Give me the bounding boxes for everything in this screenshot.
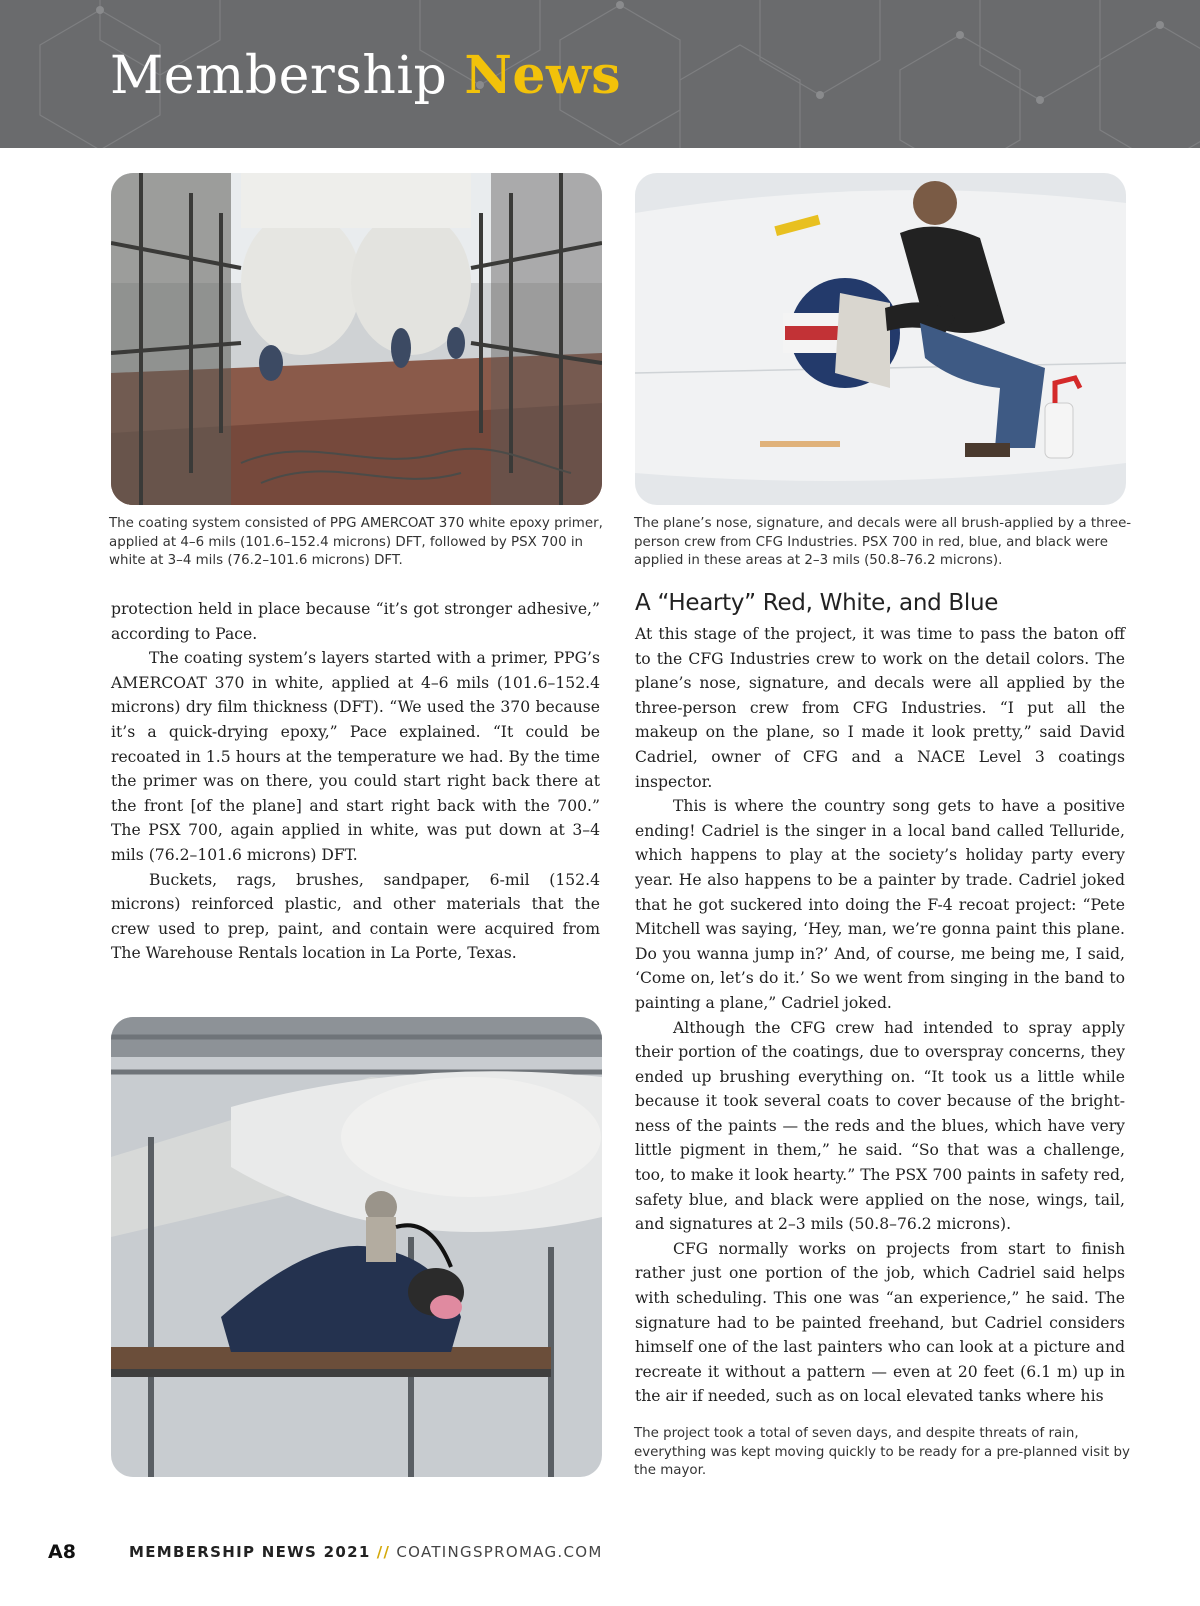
photo-sprayer [111, 1017, 602, 1477]
paragraph: The coating system’s layers started with a primer, PPG’s AMERCOAT 370 in white, applied at 4–6 mils (101.6–152.4 microns) dry film thickness (DFT). “We used the 370 because it’s a quick-drying epoxy,” Pace explained. “It could be recoated in 1.5 hours at the temperature we had. By the time the primer was on there, you could start right back there at the front [of the plane] and start right back with the 700.” The PSX 700, again applied in white, was put down at 3–4 mils (76.2–101.6 microns) DFT. [111, 649, 600, 864]
paragraph: protection held in place because “it’s got stronger adhesive,” according to Pace. [111, 600, 600, 643]
paragraph: This is where the country song gets to have a positive ending! Cadriel is the singer in a local band called Telluride, which happens to play at the society’s holiday party every year. He also happens to be a painter by trade. Cadriel joked that he got suckered into doing the F-4 recoat project: “Pete Mitchell was saying, ‘Hey, man, we’re gonna paint this plane. Do you wanna jump in?’ And, of course, me being me, I said, ‘Come on, let’s do it.’ So we went from singing in the band to painting a plane,” Cadriel joked. [635, 797, 1125, 1012]
article-left-column [111, 597, 600, 966]
footer-separator: // [376, 1543, 391, 1561]
paragraph: CFG normally works on projects from start to finish rather just one portion of the job, which Cadriel said helps with scheduling. This one was “an experience,” he said. The signature had to be painted freehand, but Cadriel considers himself one of the last painters who can look at a picture and recreate it without a pattern — even at 20 feet (6.1 m) up in the air if needed, such as on local elevated tanks where his [635, 1239, 1125, 1406]
title-accent: News [464, 45, 622, 106]
section-heading: A “Hearty” Red, White, and Blue [635, 590, 999, 616]
article-right-column [635, 622, 1125, 1409]
photo-scaffolding [111, 173, 602, 505]
footer-publication [129, 1543, 603, 1561]
page-number: A8 [48, 1541, 76, 1563]
page-title [110, 45, 622, 106]
scaffolding-photo-icon [111, 173, 602, 505]
paragraph: At this stage of the project, it was time to pass the baton off to the CFG Industries crew to work on the detail colors. The plane’s nose, signature, and decals were all applied by the three-person crew from CFG Industries. “I put all the makeup on the plane, so I made it look pretty,” said David Cadriel, owner of CFG and a NACE Level 3 coatings inspector. [635, 625, 1125, 791]
caption-scaffolding-photo: The coating system consisted of PPG AMERCOAT 370 white epoxy primer, applied at 4–6 mils (101.6–152.4 microns) DFT, followed by PSX 700 in white at 3–4 mils (76.2–101.6 microns) DFT. [109, 516, 603, 568]
title-regular: Membership [110, 46, 448, 106]
photo-decal-painter [635, 173, 1126, 505]
decal-painter-photo-icon [635, 173, 1126, 505]
caption-sprayer-photo: The project took a total of seven days, and despite threats of rain, everything was kept moving quickly to be ready for a pre-planned visit by the mayor. [634, 1426, 1130, 1478]
caption-decal-photo: The plane’s nose, signature, and decals were all brush-applied by a three-person crew from CFG Industries. PSX 700 in red, blue, and black were applied in these areas at 2–3 mils (50.8–76.2 microns). [634, 516, 1132, 568]
website-link[interactable]: COATINGSPROMAG.COM [396, 1543, 603, 1561]
publication-name: MEMBERSHIP NEWS 2021 [129, 1543, 371, 1561]
paragraph: Although the CFG crew had intended to spray apply their portion of the coatings, due to overspray concerns, they ended up brushing everything on. “It took us a little while because it took several coats to cover because of the bright-ness of the paints — the reds and the blues, which have very little pigment in them,” he said. “So that was a challenge, too, to make it look hearty.” The PSX 700 paints in safety red, safety blue, and black were applied on the nose, wings, tail, and signatures at 2–3 mils (50.8–76.2 microns). [635, 1018, 1125, 1234]
header-banner [0, 0, 1200, 148]
sprayer-photo-icon [111, 1017, 602, 1477]
paragraph: Buckets, rags, brushes, sandpaper, 6-mil (152.4 microns) reinforced plastic, and other materials that the crew used to prep, paint, and contain were acquired from The Warehouse Rentals location in La Porte, Texas. [111, 870, 600, 963]
